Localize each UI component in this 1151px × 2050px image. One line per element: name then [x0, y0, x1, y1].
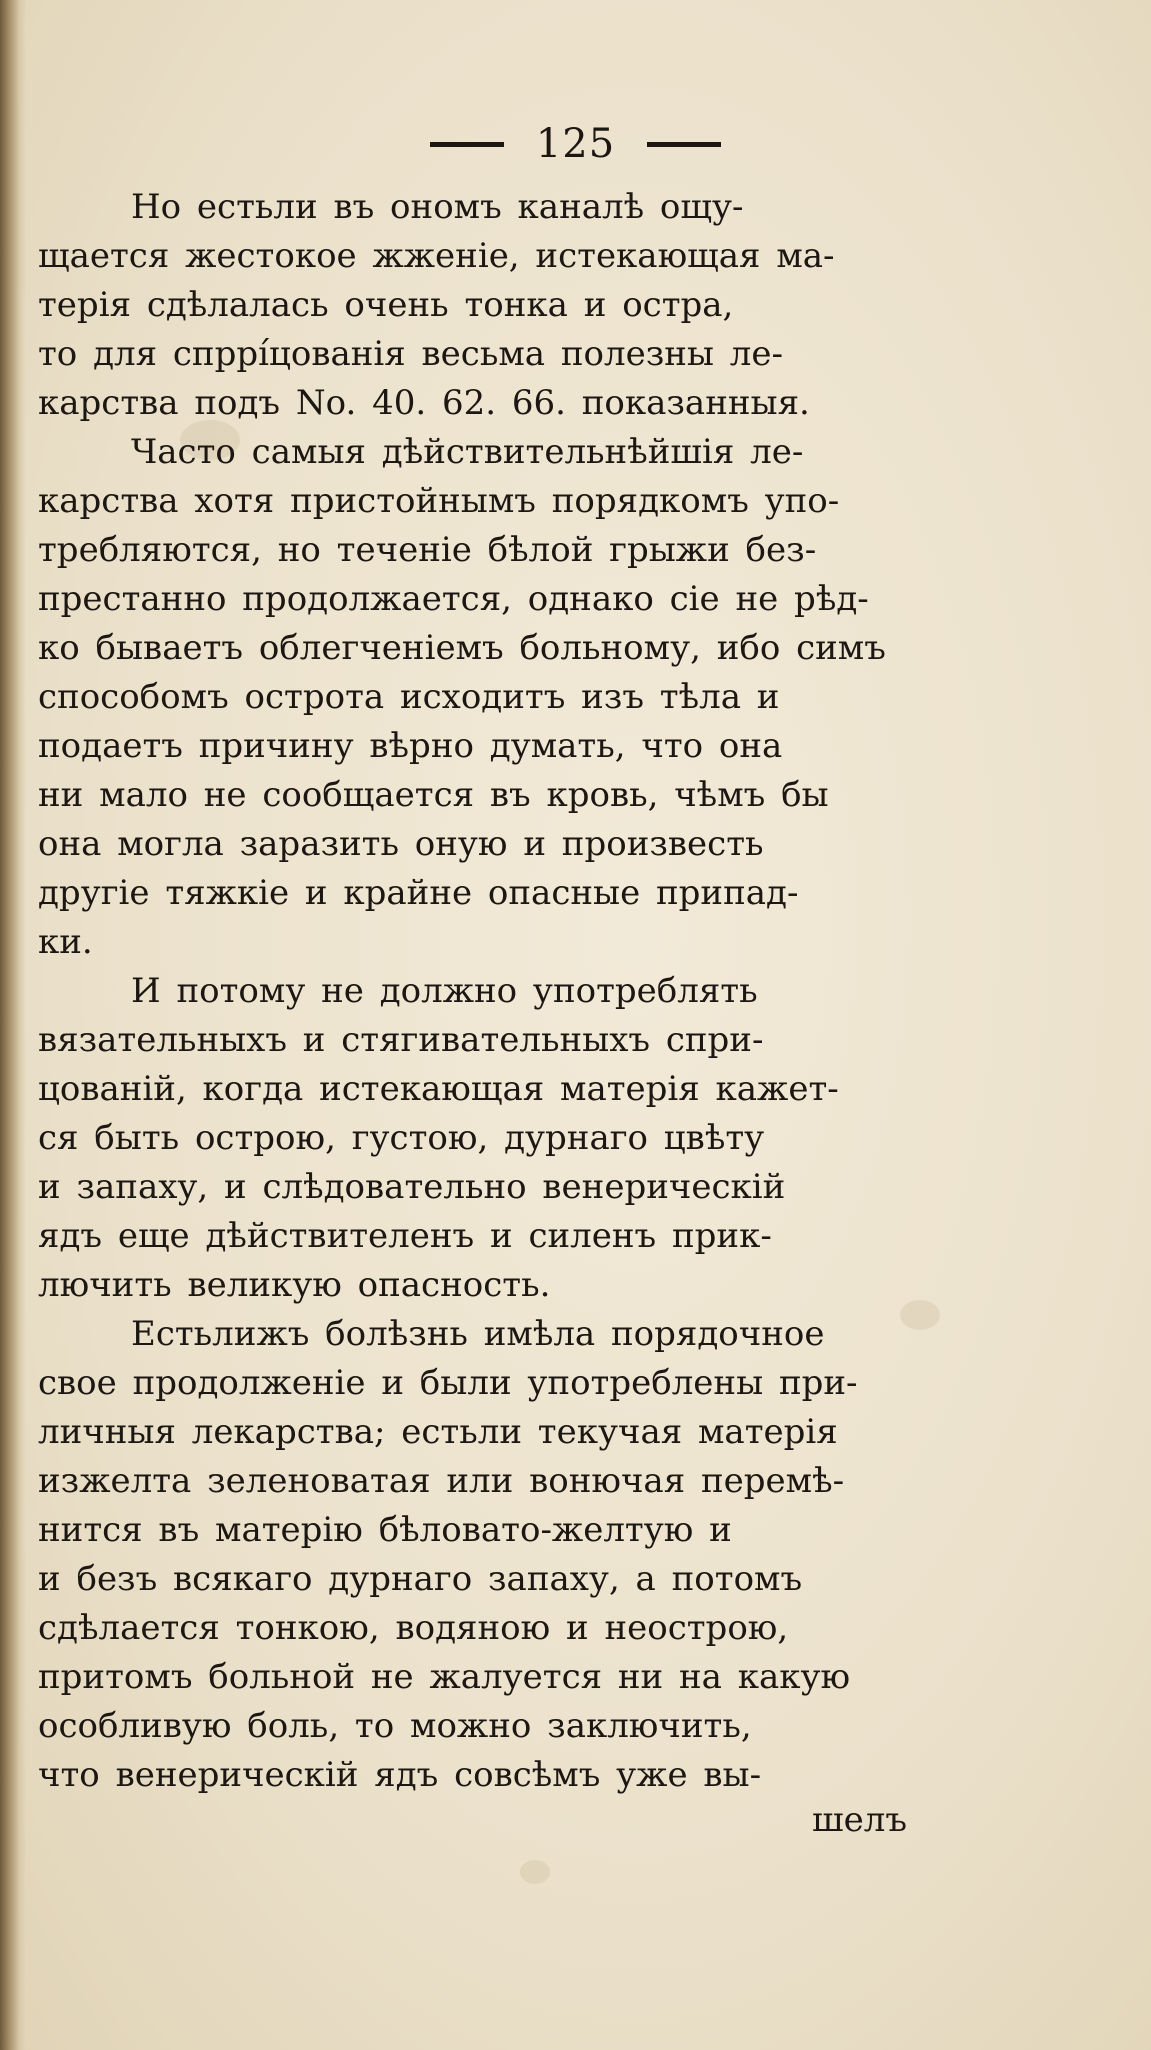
- text-line: ки.: [38, 922, 93, 962]
- text-line: притомъ больной не жалуется ни на какую: [38, 1657, 851, 1697]
- text-line: ядъ еще дѣйствителенъ и силенъ прик-: [38, 1216, 772, 1256]
- text-line: и безъ всякаго дурнаго запаху, а потомъ: [38, 1559, 803, 1599]
- text-line: карства хотя пристойнымъ порядкомъ упо-: [38, 481, 840, 521]
- paper-stain: [520, 1860, 550, 1884]
- text-line: сдѣлается тонкою, водяною и неострою,: [38, 1608, 789, 1648]
- header-rule-left: [430, 142, 504, 147]
- text-line: Естьлижъ болѣзнь имѣла порядочное: [131, 1314, 825, 1354]
- binding-edge-shadow: [0, 0, 26, 2050]
- header-rule-right: [647, 142, 721, 147]
- text-line: способомъ острота исходитъ изъ тѣла и: [38, 677, 780, 717]
- text-line: свое продолженіе и были употреблены при-: [38, 1363, 858, 1403]
- text-line: она могла заразить оную и произвесть: [38, 824, 764, 864]
- text-line: то для спрpíцованія весьма полезны ле-: [38, 334, 783, 374]
- text-line: требляются, но теченіе бѣлой грыжи без-: [38, 530, 817, 570]
- text-line: изжелта зеленоватая или вонючая перемѣ-: [38, 1461, 845, 1501]
- text-line: что венерическій ядъ совсѣмъ уже вы-: [38, 1755, 762, 1795]
- text-line: подаетъ причину вѣрно думать, что она: [38, 726, 783, 766]
- text-line: щается жестокое жженіе, истекающая ма-: [38, 236, 835, 276]
- paper-stain: [900, 1300, 940, 1330]
- text-line: И потому не должно употреблять: [131, 971, 758, 1011]
- text-line: ко бываетъ облегченіемъ больному, ибо симъ: [38, 628, 886, 668]
- text-line: особливую боль, то можно заключить,: [38, 1706, 752, 1746]
- text-line: вязательныхъ и стягивательныхъ спри-: [38, 1020, 764, 1060]
- text-line: ся быть острою, густою, дурнаго цвѣту: [38, 1118, 765, 1158]
- text-line: престанно продолжается, однако сіе не рѣд-: [38, 579, 869, 619]
- text-line: и запаху, и слѣдовательно венерическій: [38, 1167, 786, 1207]
- text-line: цованій, когда истекающая матерія кажет-: [38, 1069, 839, 1109]
- text-line: нится въ матерію бѣловато-желтую и: [38, 1510, 732, 1550]
- text-line: другіе тяжкіе и крайне опасные припад-: [38, 873, 799, 913]
- page-number: 125: [535, 121, 616, 167]
- text-line: ни мало не сообщается въ кровь, чѣмъ бы: [38, 775, 829, 815]
- text-line: терія сдѣлалась очень тонка и остра,: [38, 285, 734, 325]
- page-header: [0, 118, 1151, 167]
- text-line: Часто самыя дѣйствительнѣйшія ле-: [131, 432, 804, 472]
- catchword: шелъ: [812, 1800, 907, 1840]
- text-line: личныя лекарства; естьли текучая матерія: [38, 1412, 838, 1452]
- text-line: Но естьли въ ономъ каналѣ ощу-: [131, 187, 744, 227]
- text-line: карства подъ No. 40. 62. 66. показанныя.: [38, 383, 810, 423]
- text-line: лючить великую опасность.: [38, 1265, 551, 1305]
